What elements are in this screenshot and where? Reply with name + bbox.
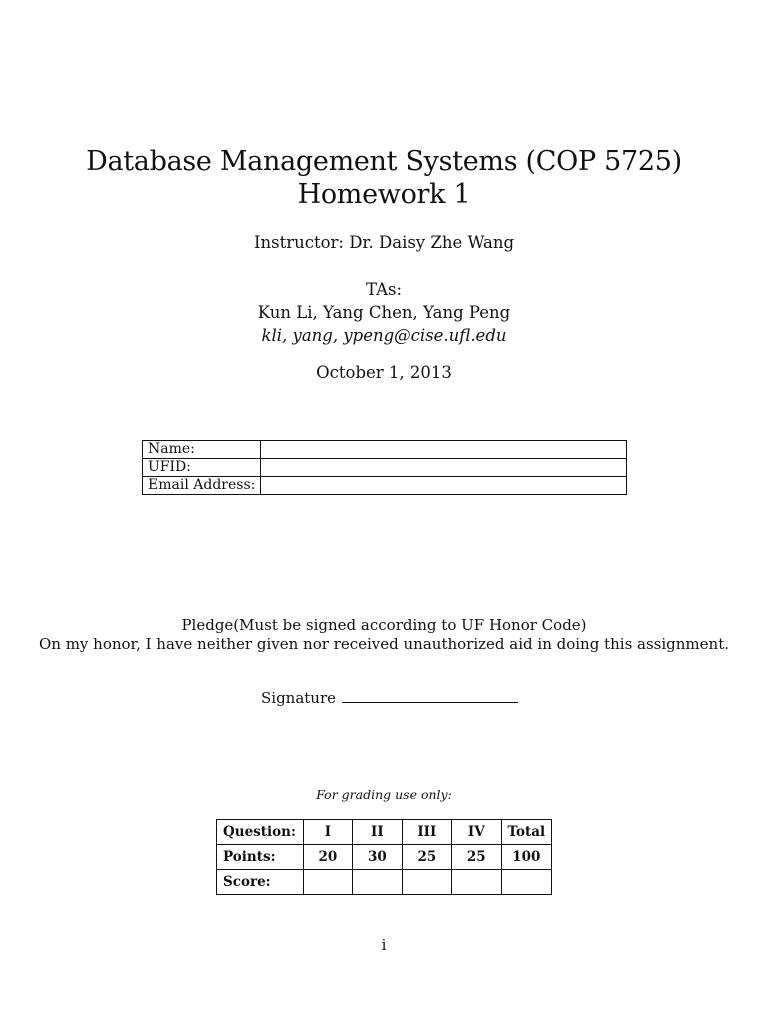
signature-label: Signature	[261, 689, 337, 707]
points-cell: 25	[402, 845, 451, 870]
score-cell[interactable]	[353, 870, 402, 895]
question-cell: I	[303, 820, 352, 845]
ta-emails: kli, yang, ypeng@cise.ufl.edu	[261, 326, 507, 345]
score-cell[interactable]	[402, 870, 451, 895]
student-info-table	[142, 440, 627, 495]
document-date: October 1, 2013	[316, 363, 452, 382]
grading-table	[216, 819, 552, 895]
ufid-label: UFID:	[143, 459, 261, 477]
ufid-field[interactable]	[261, 459, 627, 477]
pledge-text: On my honor, I have neither given nor received unauthorized aid in doing this assignment.	[38, 635, 729, 653]
page-number: i	[381, 936, 387, 954]
signature-block	[261, 688, 518, 708]
grading-note: For grading use only:	[316, 787, 452, 802]
question-label: Question:	[217, 820, 304, 845]
question-cell: II	[353, 820, 402, 845]
points-label: Points:	[217, 845, 304, 870]
document-title-line2: Homework 1	[297, 179, 471, 210]
points-cell: 30	[353, 845, 402, 870]
name-field[interactable]	[261, 441, 627, 459]
tas-heading: TAs:	[365, 280, 403, 299]
name-row	[143, 441, 627, 459]
points-cell: 20	[303, 845, 352, 870]
points-cell: 100	[501, 845, 551, 870]
ufid-row	[143, 459, 627, 477]
score-label: Score:	[217, 870, 304, 895]
score-row	[217, 870, 552, 895]
question-cell: Total	[501, 820, 551, 845]
question-cell: IV	[452, 820, 501, 845]
document-title-line1: Database Management Systems (COP 5725)	[86, 146, 682, 177]
instructor-line: Instructor: Dr. Daisy Zhe Wang	[253, 233, 515, 252]
points-row	[217, 845, 552, 870]
points-cell: 25	[452, 845, 501, 870]
name-label: Name:	[143, 441, 261, 459]
email-label: Email Address:	[143, 477, 261, 495]
question-cell: III	[402, 820, 451, 845]
signature-line[interactable]	[342, 688, 518, 703]
ta-names: Kun Li, Yang Chen, Yang Peng	[257, 303, 511, 322]
score-cell[interactable]	[501, 870, 551, 895]
question-row	[217, 820, 552, 845]
pledge-heading: Pledge(Must be signed according to UF Honor Code)	[181, 616, 587, 634]
score-cell[interactable]	[303, 870, 352, 895]
score-cell[interactable]	[452, 870, 501, 895]
email-field[interactable]	[261, 477, 627, 495]
email-row	[143, 477, 627, 495]
